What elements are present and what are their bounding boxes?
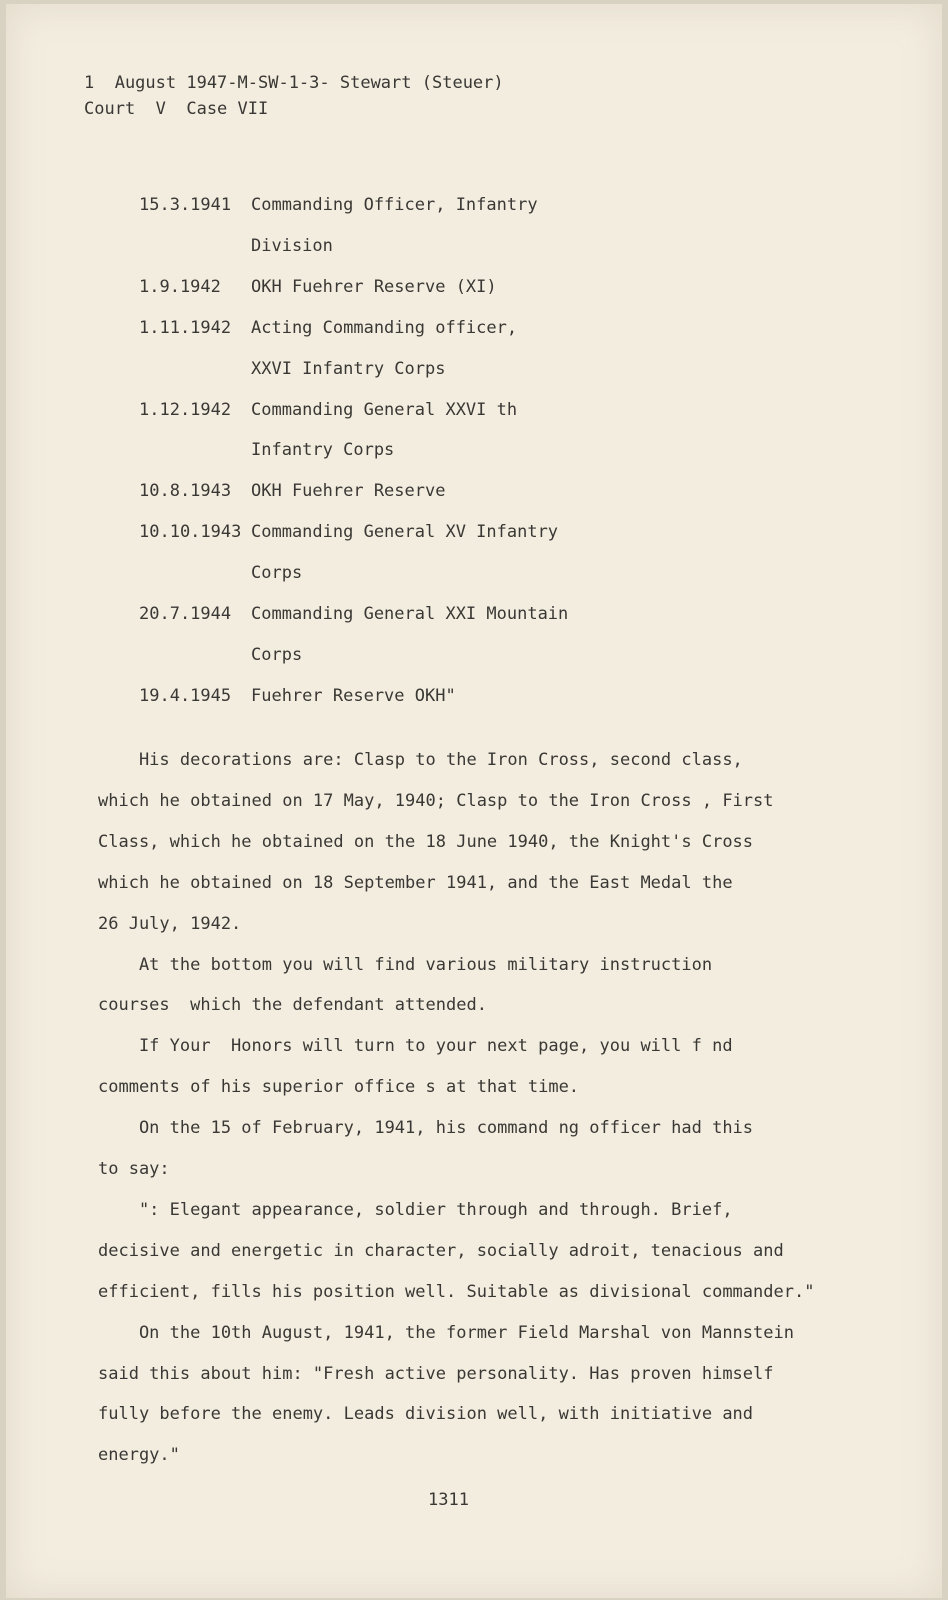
body-line: efficient, fills his position well. Suitable as divisional commander." [98, 1281, 815, 1302]
page-number: 1311 [428, 1490, 469, 1510]
document-page [6, 4, 942, 1598]
career-entry-line [139, 236, 333, 256]
career-description: Commanding General XXI Mountain [251, 604, 569, 624]
body-line: decisive and energetic in character, socially adroit, tenacious and [98, 1240, 784, 1261]
career-date: 1.12.1942 [139, 399, 232, 420]
career-date: 1.9.1942 [139, 276, 221, 297]
document-header [84, 70, 504, 122]
career-date: 19.4.1945 [139, 685, 232, 706]
career-date: 10.10.1943 [139, 522, 242, 543]
career-entry-line [139, 481, 445, 501]
career-entry-line [139, 277, 497, 297]
career-date: 15.3.1941 [139, 195, 232, 215]
body-line: courses which the defendant attended. [98, 995, 487, 1016]
career-date: 20.7.1944 [139, 604, 232, 624]
body-line: ": Elegant appearance, soldier through and through. Brief, [98, 1199, 733, 1220]
body-line: At the bottom you will find various military instruction [98, 954, 713, 975]
career-description: Acting Commanding officer, [251, 317, 518, 338]
career-description: Commanding Officer, Infantry [251, 195, 538, 215]
career-description: Corps [251, 563, 303, 584]
body-line: fully before the enemy. Leads division well, with initiative and [98, 1404, 754, 1425]
career-description: Commanding General XXVI th [251, 399, 518, 420]
body-line: which he obtained on 18 September 1941, and the East Medal the [98, 872, 733, 893]
career-entry-line [139, 440, 394, 460]
career-entry-line [139, 400, 517, 420]
body-line: 26 July, 1942. [98, 913, 242, 934]
career-entry-line [139, 195, 538, 215]
body-line: said this about him: "Fresh active personality. Has proven himself [98, 1363, 774, 1384]
body-line: comments of his superior office s at that time. [98, 1077, 580, 1098]
body-line: On the 15 of February, 1941, his command ng officer had this [98, 1118, 754, 1139]
career-date: 1.11.1942 [139, 317, 232, 338]
career-entry-line [139, 522, 558, 542]
header-line-1: 1 August 1947-M-SW-1-3- Stewart (Steuer) [84, 73, 504, 93]
career-entry-line [139, 645, 302, 665]
body-line: which he obtained on 17 May, 1940; Clasp to the Iron Cross , First [98, 790, 774, 811]
career-description: OKH Fuehrer Reserve (XI) [251, 276, 497, 297]
body-line: energy." [98, 1445, 180, 1466]
career-entry-line [139, 686, 456, 706]
career-description: Fuehrer Reserve OKH" [251, 685, 456, 706]
body-line: Class, which he obtained on the 18 June 1940, the Knight's Cross [98, 831, 754, 852]
career-description: Commanding General XV Infantry [251, 522, 559, 543]
body-line: His decorations are: Clasp to the Iron Cross, second class, [98, 750, 743, 770]
career-entry-line [139, 359, 445, 379]
body-line: On the 10th August, 1941, the former Field Marshal von Mannstein [98, 1322, 794, 1343]
career-entry-line [139, 318, 517, 338]
body-line: to say: [98, 1159, 170, 1179]
career-description: XXVI Infantry Corps [251, 358, 446, 379]
career-description: OKH Fuehrer Reserve [251, 481, 446, 502]
career-description: Division [251, 235, 333, 256]
career-entry-line [139, 604, 568, 624]
header-line-2: Court V Case VII [84, 99, 269, 119]
career-date: 10.8.1943 [139, 481, 232, 502]
career-description: Infantry Corps [251, 440, 395, 461]
career-description: Corps [251, 644, 303, 665]
body-line: If Your Honors will turn to your next page, you will f nd [98, 1036, 733, 1057]
career-entry-line [139, 563, 302, 583]
